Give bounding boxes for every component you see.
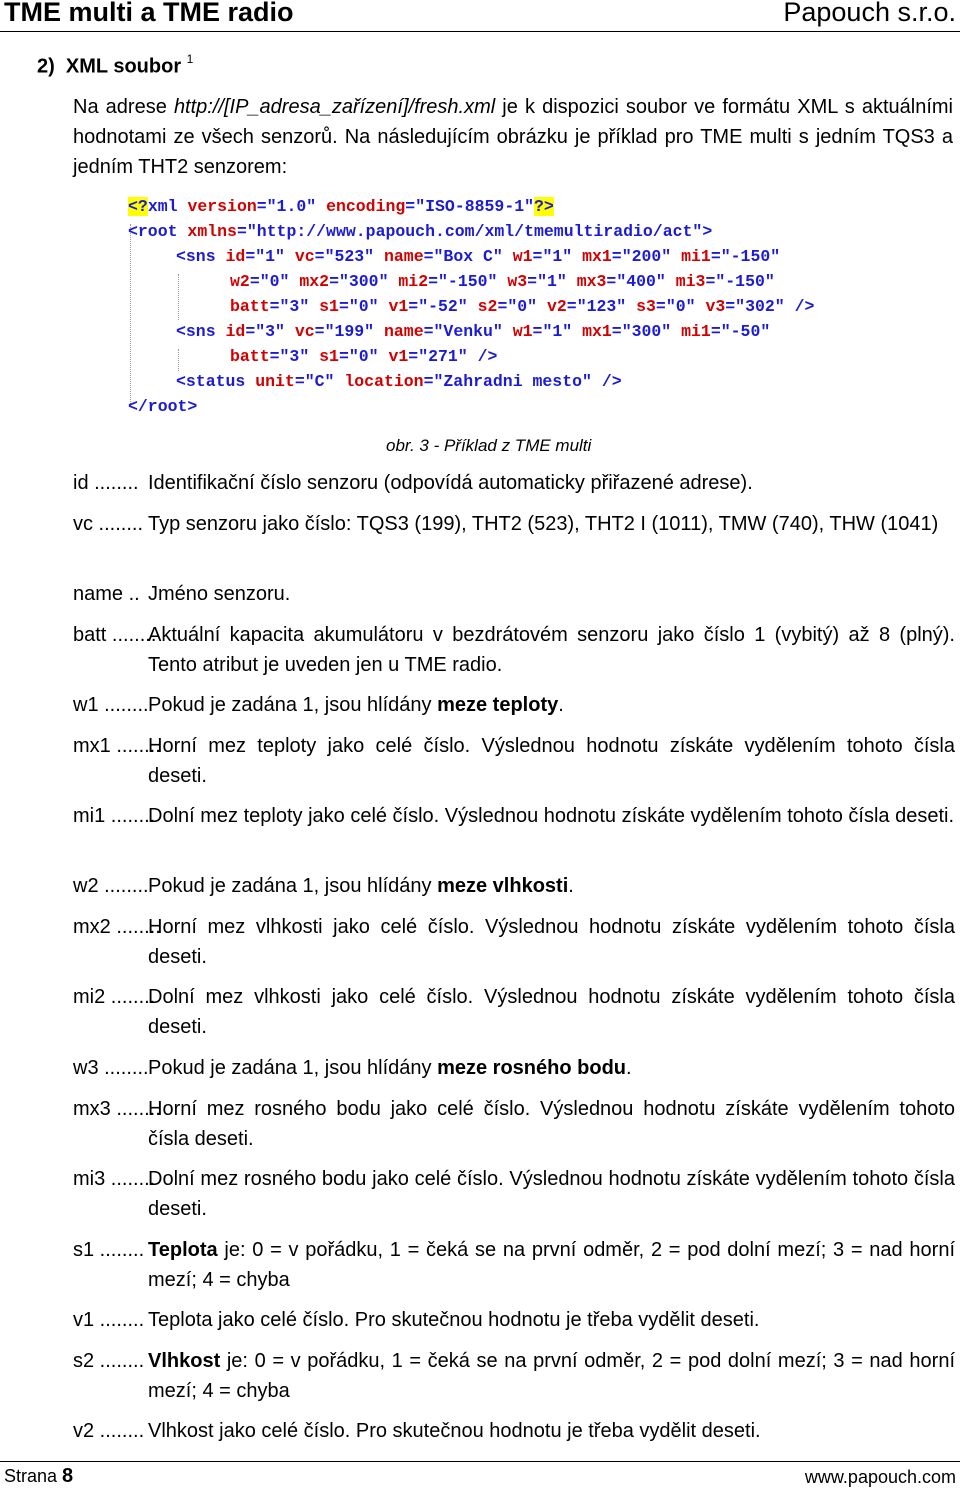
xml-line: w2="0" mx2="300" mi2="-150" w3="1" mx3="400" mi3="-150" bbox=[230, 272, 775, 291]
xml-url: http://[IP_adresa_zařízení]/fresh.xml bbox=[173, 96, 496, 118]
definition-mi2: mi2 ........ Dolní mez vlhkosti jako celé číslo. Výslednou hodnotu získáte vydělením tohoto čísla deseti. bbox=[73, 986, 955, 1038]
xml-line: batt="3" s1="0" v1="-52" s2="0" v2="123" s3="0" v3="302" /> bbox=[230, 297, 815, 316]
definition-s2: s2 ........ Vlhkost je: 0 = v pořádku, 1 = čeká se na první odměr, 2 = pod dolní mezí; 3 = nad horní mezí; 4 = chyba bbox=[73, 1350, 955, 1402]
definition-s1: s1 ........ Teplota je: 0 = v pořádku, 1 = čeká se na první odměr, 2 = pod dolní mezí; 3 = nad horní mezí; 4 = chyba bbox=[73, 1239, 955, 1291]
indent-guide bbox=[178, 274, 179, 320]
definition-w1: w1 ........ Pokud je zadána 1, jsou hlídány meze teploty. bbox=[73, 694, 564, 716]
definition-mx3: mx3 ........ Horní mez rosného bodu jako celé číslo. Výslednou hodnotu získáte vydělením tohoto čísla deseti. bbox=[73, 1098, 955, 1150]
definition-batt: batt ........ Aktuální kapacita akumulátoru v bezdrátovém senzoru jako číslo 1 (vybitý) až 8 (plný). Tento atribut je uveden jen u TME radio. bbox=[73, 624, 955, 676]
header-divider bbox=[0, 31, 960, 32]
intro-paragraph: Na adrese http://[IP_adresa_zařízení]/fresh.xml je k dispozici soubor ve formátu XML s aktuálními hodnotami ze všech senzorů. Na následujícím obrázku je příklad pro TME multi s jedním TQS3 a jedním THT2 senzorem: bbox=[73, 96, 953, 178]
section-number: 2) bbox=[37, 55, 55, 78]
definition-w3: w3 ........ Pokud je zadána 1, jsou hlídány meze rosného bodu. bbox=[73, 1057, 632, 1079]
company-name: Papouch s.r.o. bbox=[783, 0, 956, 27]
footnote-marker: 1 bbox=[186, 52, 194, 66]
xml-example-figure bbox=[128, 194, 908, 424]
footer-divider bbox=[0, 1461, 960, 1462]
definition-mx1: mx1 ........ Horní mez teploty jako celé číslo. Výslednou hodnotu získáte vydělením tohoto čísla deseti. bbox=[73, 735, 955, 787]
xml-line: </root> bbox=[128, 397, 198, 416]
definition-vc: vc ........ Typ senzoru jako číslo: TQS3 (199), THT2 (523), THT2 I (1011), TMW (740), THW (1041) bbox=[73, 513, 939, 535]
definition-v1: v1 ........ Teplota jako celé číslo. Pro skutečnou hodnotu je třeba vydělit deseti. bbox=[73, 1309, 760, 1331]
indent-guide bbox=[178, 349, 179, 371]
xml-line: <status unit="C" location="Zahradni mesto" /> bbox=[176, 372, 622, 391]
section-heading bbox=[37, 54, 193, 79]
document-title: TME multi a TME radio bbox=[4, 0, 294, 27]
page-number: Strana 8 bbox=[4, 1465, 74, 1487]
xml-line: <sns id="1" vc="523" name="Box C" w1="1" mx1="200" mi1="-150" bbox=[176, 247, 781, 266]
definition-name: name .. Jméno senzoru. bbox=[73, 583, 291, 605]
figure-caption: obr. 3 - Příklad z TME multi bbox=[386, 436, 592, 455]
definition-mi3: mi3 ........ Dolní mez rosného bodu jako celé číslo. Výslednou hodnotu získáte vydělením tohoto čísla deseti. bbox=[73, 1168, 955, 1220]
page-header bbox=[0, 0, 960, 30]
footer-website: www.papouch.com bbox=[804, 1467, 956, 1487]
xml-line: <?xml version="1.0" encoding="ISO-8859-1"?> bbox=[128, 197, 554, 216]
section-title: XML soubor bbox=[65, 55, 182, 78]
xml-line: <sns id="3" vc="199" name="Venku" w1="1" mx1="300" mi1="-50" bbox=[176, 322, 771, 341]
definition-w2: w2 ........ Pokud je zadána 1, jsou hlídány meze vlhkosti. bbox=[73, 875, 574, 897]
definition-id: id ........ Identifikační číslo senzoru (odpovídá automaticky přiřazené adrese). bbox=[73, 472, 753, 494]
indent-guide bbox=[130, 224, 131, 404]
definition-v2: v2 ........ Vlhkost jako celé číslo. Pro skutečnou hodnotu je třeba vydělit deseti. bbox=[73, 1420, 761, 1442]
xml-line: batt="3" s1="0" v1="271" /> bbox=[230, 347, 498, 366]
definition-mi1: mi1 ........ Dolní mez teploty jako celé číslo. Výslednou hodnotu získáte vydělením tohoto čísla deseti. bbox=[73, 805, 954, 827]
xml-line: <root xmlns="http://www.papouch.com/xml/tmemultiradio/act"> bbox=[128, 222, 713, 241]
definition-mx2: mx2 ........ Horní mez vlhkosti jako celé číslo. Výslednou hodnotu získáte vydělením tohoto čísla deseti. bbox=[73, 916, 955, 968]
